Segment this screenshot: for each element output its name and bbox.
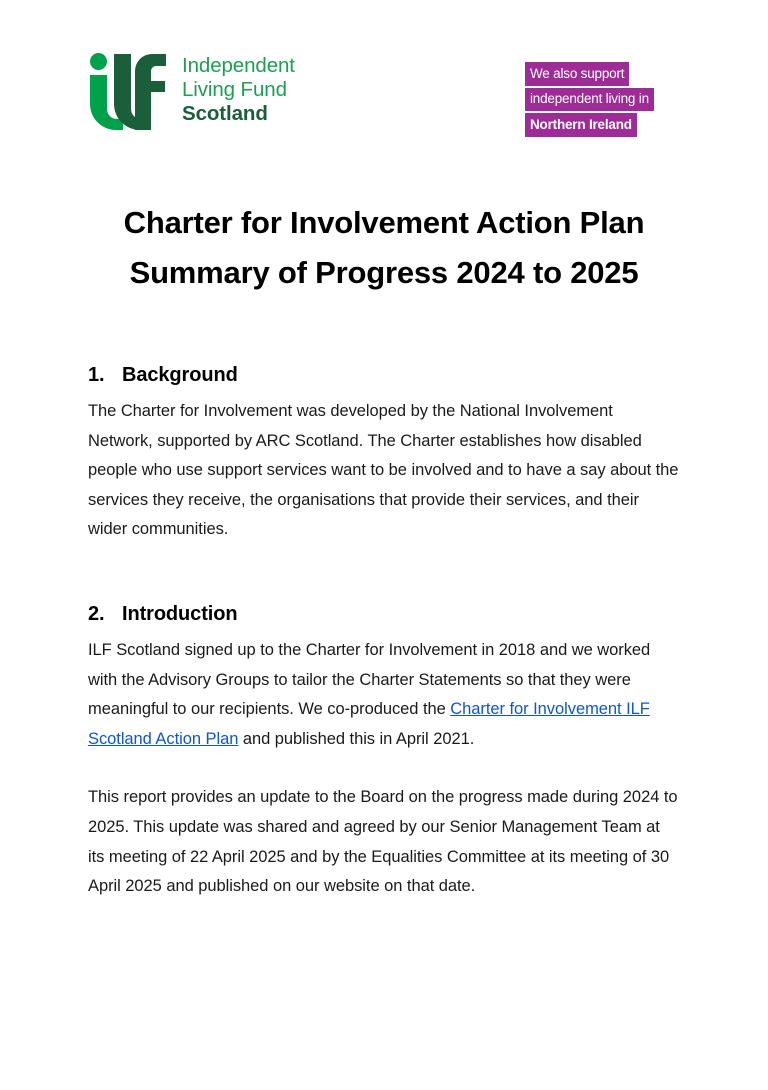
charter-action-plan-link[interactable]: Charter for Involvement ILF Scotland Action Plan [88, 700, 650, 748]
document-header [0, 52, 768, 152]
section-paragraph-introduction-2: This report provides an update to the Board on the progress made during 2024 to 2025. This update was shared and agreed by our Senior Management Team at its meeting of 22 April 2025 and by the Equalities Committee at its meeting of 30 April 2025 and published on our website on that date. [88, 788, 678, 896]
section-title-1: Background [122, 364, 238, 386]
section-heading-background [88, 362, 680, 388]
intro-text-after-link: and published this in April 2021. [238, 729, 475, 748]
intro-text-before-link: ILF Scotland signed up to the Charter for Involvement in 2018 and we worked with the Advisory Groups to tailor the Charter Statements so that they were meaningful to our recipients. We co-produced the [88, 640, 651, 719]
section-heading-introduction [88, 601, 680, 627]
section-number-1: 1. [88, 364, 105, 386]
ni-badge-line-3: Northern Ireland [525, 113, 637, 137]
page-title-line-2: Summary of Progress 2024 to 2025 [129, 255, 639, 291]
page-title [88, 198, 680, 298]
section-number-2: 2. [88, 602, 105, 625]
logo-line-scotland: Scotland [182, 102, 268, 126]
ni-badge-line-2: independent living in [525, 88, 654, 112]
section-title-2: Introduction [122, 602, 238, 625]
page-title-line-1: Charter for Involvement Action Plan [123, 205, 645, 240]
paragraph-spacer [88, 754, 680, 783]
section-spacer [88, 545, 680, 601]
ni-badge-line-1: We also support [525, 62, 629, 86]
document-body [88, 362, 680, 902]
logo-line-living-fund: Living Fund [182, 78, 287, 102]
logo-wordmark [182, 52, 295, 127]
section-paragraph-introduction-1 [88, 636, 680, 754]
section-paragraph-background: The Charter for Involvement was developed by the National Involvement Network, supported by ARC Scotland. The Charter establishes how disabled people who use support services want to be involved and to have a say about the services they receive, the organisations that provide their services, and their wider communities. [88, 402, 679, 539]
ilf-scotland-logo [88, 52, 295, 130]
logo-line-independent: Independent [182, 54, 295, 77]
northern-ireland-support-badge [525, 62, 654, 137]
ilf-logo-mark [88, 52, 170, 130]
